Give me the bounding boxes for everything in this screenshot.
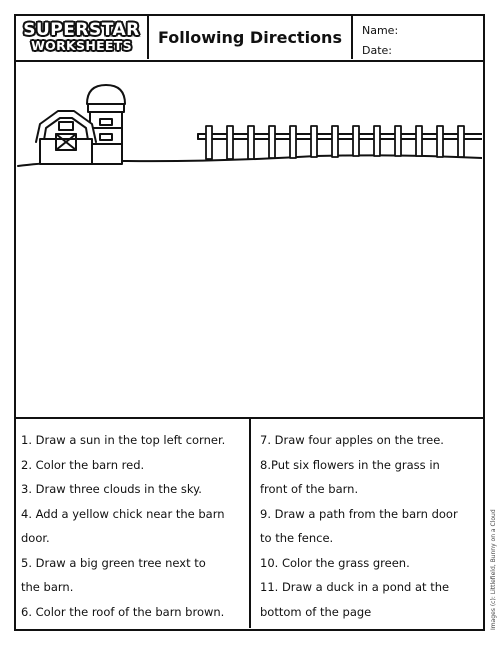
direction-line: 5. Draw a big green tree next to bbox=[21, 555, 206, 570]
direction-line: 4. Add a yellow chick near the barn bbox=[21, 506, 225, 521]
directions-column-left bbox=[16, 419, 251, 628]
direction-line: 6. Color the roof of the barn brown. bbox=[21, 604, 225, 619]
direction-line: the barn. bbox=[21, 580, 74, 594]
directions-column-right bbox=[251, 419, 482, 628]
direction-line: 9. Draw a path from the barn door bbox=[260, 506, 458, 521]
direction-line: front of the barn. bbox=[260, 482, 359, 496]
directions-table bbox=[16, 419, 483, 628]
worksheet-title: Following Directions bbox=[149, 16, 353, 59]
worksheet-header bbox=[16, 16, 483, 62]
barn-icon bbox=[36, 111, 96, 164]
worksheet bbox=[14, 14, 485, 631]
direction-line: bottom of the page bbox=[260, 604, 372, 619]
direction-line: 8.Put six flowers in the grass in bbox=[260, 457, 440, 472]
superstar-worksheets-logo bbox=[16, 16, 149, 59]
direction-line: 2. Color the barn red. bbox=[21, 457, 145, 472]
farm-scene bbox=[16, 62, 482, 417]
direction-line: to the fence. bbox=[260, 531, 334, 545]
name-label: Name: bbox=[362, 24, 399, 37]
fence-icon bbox=[198, 126, 482, 159]
image-credit: Images (c): Littlefield, Bunny on a Cloud bbox=[490, 509, 497, 630]
drawing-area[interactable] bbox=[16, 62, 483, 419]
direction-line: 7. Draw four apples on the tree. bbox=[260, 433, 444, 447]
direction-line: 3. Draw three clouds in the sky. bbox=[21, 482, 202, 496]
direction-line: 10. Color the grass green. bbox=[260, 555, 410, 570]
name-date-box bbox=[362, 21, 398, 61]
date-label: Date: bbox=[362, 44, 392, 57]
direction-line: 11. Draw a duck in a pond at the bbox=[260, 580, 450, 594]
direction-line: 1. Draw a sun in the top left corner. bbox=[21, 433, 226, 447]
direction-line: door. bbox=[21, 531, 50, 545]
logo-line-2: WORKSHEETS bbox=[31, 38, 132, 54]
logo-line-1: SUPERSTAR bbox=[23, 20, 140, 41]
